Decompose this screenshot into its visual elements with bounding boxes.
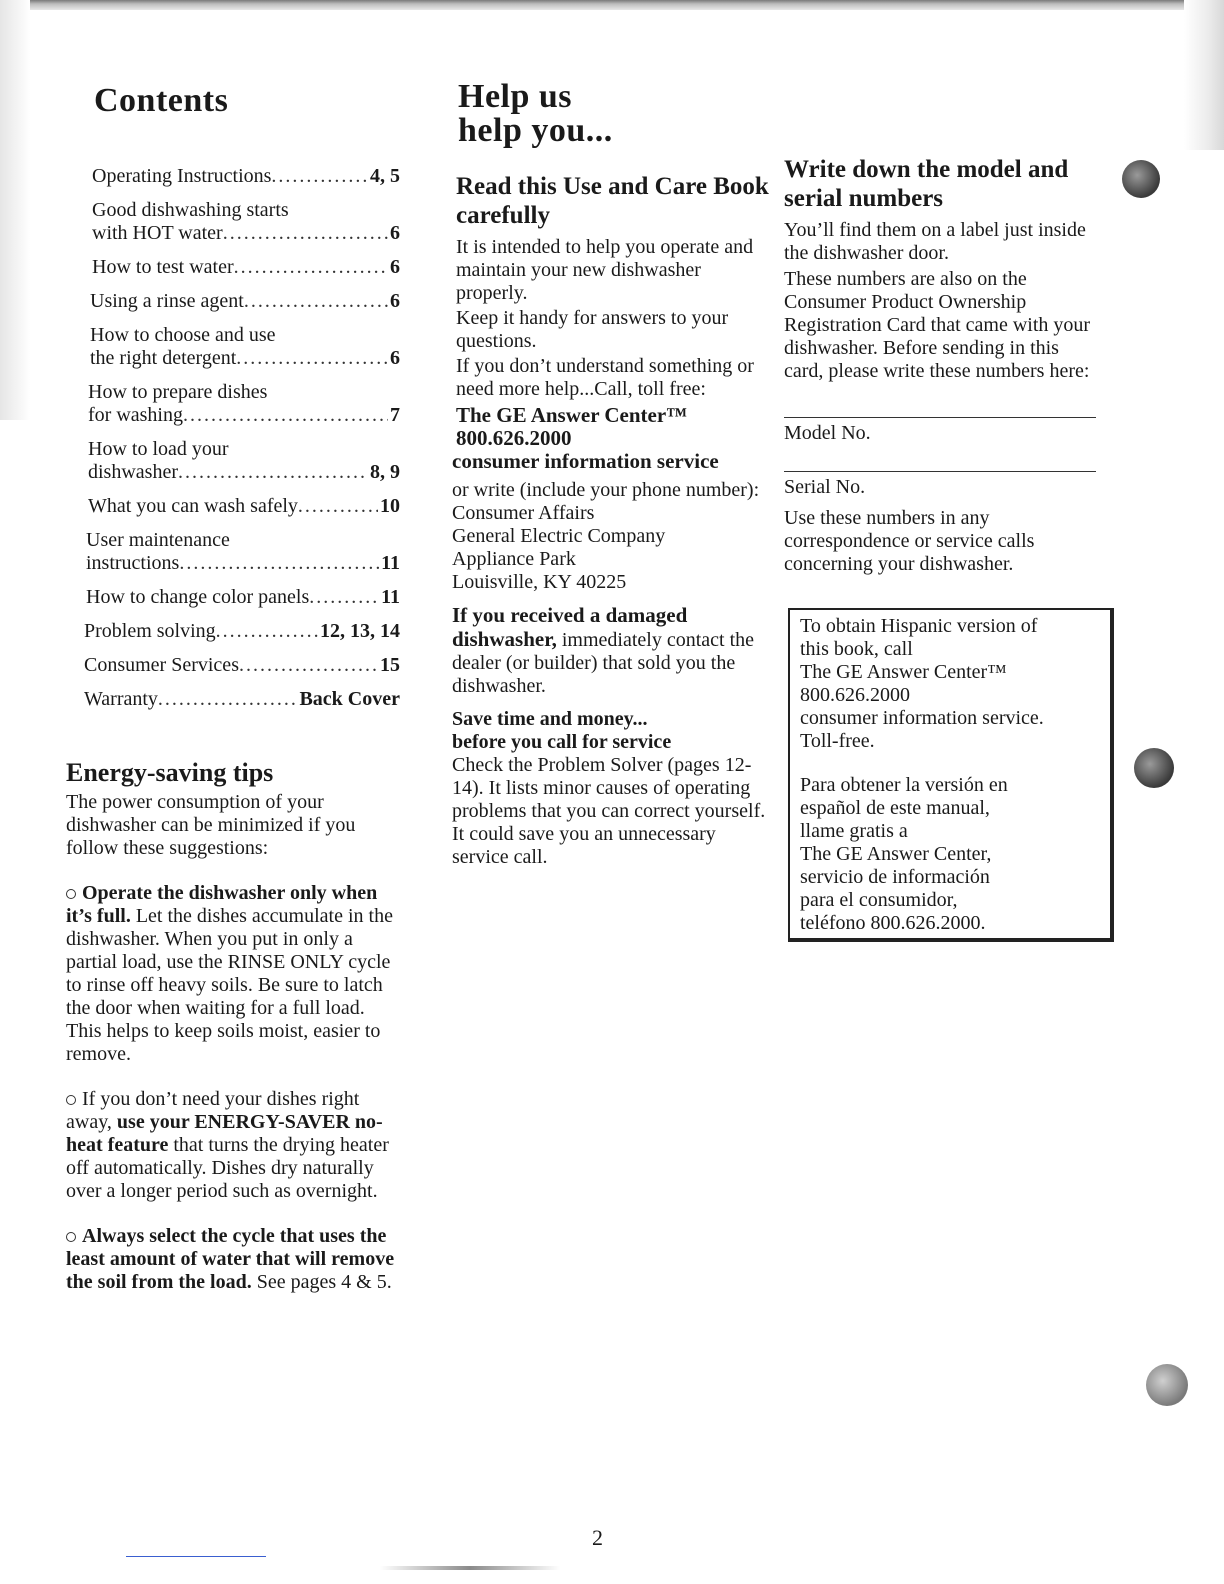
help-title-line1: Help us — [458, 78, 573, 115]
box-line: To obtain Hispanic version of — [800, 615, 1038, 637]
toc-page-number: 11 — [381, 552, 400, 574]
toc-item-line — [88, 404, 400, 427]
mailing-address — [452, 502, 772, 594]
toc-item-label: How to change color panels — [86, 586, 310, 608]
save-text: Check the Problem Solver (pages 12-14). It lists minor causes of operating problems that you can correct yourself. It could save you an unnecessary service call. — [452, 754, 766, 868]
bullet-icon — [66, 1095, 76, 1105]
toc-item — [90, 324, 400, 370]
footer-smudge — [380, 1566, 560, 1570]
energy-title: Energy-saving tips — [66, 758, 274, 787]
answer-center-phone: 800.626.2000 — [456, 426, 572, 450]
toc-item-label: with HOT water — [92, 222, 223, 244]
toc-page-number: 6 — [390, 347, 400, 369]
toc-item-label: for washing — [88, 404, 183, 426]
toc-item-label: User maintenance — [86, 529, 230, 551]
toc-item-label: Using a rinse agent — [90, 290, 244, 312]
consumer-info-service: consumer information service — [452, 449, 719, 473]
model-serial-p2: These numbers are also on the Consumer Product Ownership Registration Card that came with your dishwasher. Before sending in this card, please write these numbers here: — [784, 268, 1091, 382]
box-line: para el consumidor, — [800, 889, 958, 911]
model-serial-heading: Write down the model and serial numbers — [784, 156, 1069, 212]
toc-item-label: How to prepare dishes — [88, 381, 268, 403]
box-line: consumer information service. — [800, 707, 1044, 729]
toc-item-line — [84, 688, 400, 711]
hispanic-spanish-text — [800, 774, 1100, 935]
toc-page-number: Back Cover — [299, 688, 400, 710]
toc-item — [86, 586, 400, 609]
damaged-text: immediately contact the dealer (or builder) that sold you the dishwasher. — [452, 629, 755, 697]
toc-page-number: 12, 13, 14 — [320, 620, 400, 642]
energy-tip-3 — [66, 1225, 396, 1294]
read-heading: Read this Use and Care Book carefully — [456, 173, 769, 229]
toc-item-line — [92, 256, 400, 279]
toc-leader-dots — [309, 586, 379, 609]
toc-item-label: dishwasher — [88, 461, 178, 483]
toc-item — [92, 199, 400, 245]
model-serial-p1: You’ll find them on a label just inside the dishwasher door. — [784, 219, 1086, 264]
toc-item-line — [84, 620, 400, 643]
energy-tip-1-text: Let the dishes accumulate in the dishwasher. When you put in only a partial load, use the RINSE ONLY cycle to rinse off heavy soils. Be sure to latch the door when waiting for a full load. This helps to keep soils moist, easier to remove. — [66, 905, 393, 1065]
energy-tip-1-bold: Operate the dishwasher only when it’s full. — [66, 882, 378, 927]
hispanic-english-text — [800, 615, 1100, 753]
toc-item-line — [92, 222, 400, 245]
model-serial-p3: Use these numbers in any correspondence or service calls concerning your dishwasher. — [784, 507, 1035, 575]
toc-item-line — [88, 461, 400, 484]
toc-item-label: How to choose and use — [90, 324, 276, 346]
model-number-label: Model No. — [784, 422, 871, 444]
box-line: teléfono 800.626.2000. — [800, 912, 986, 934]
toc-item-label: How to test water — [92, 256, 234, 278]
serial-number-label: Serial No. — [784, 476, 866, 498]
address-line: Appliance Park — [452, 548, 576, 570]
toc-page-number: 6 — [390, 256, 400, 278]
save-heading-1: Save time and money... — [452, 708, 648, 730]
toc-item-label: instructions — [86, 552, 180, 574]
toc-item-label: How to load your — [88, 438, 229, 460]
damaged-bold: If you received a damaged dishwasher, — [452, 603, 688, 651]
box-line: The GE Answer Center™ — [800, 661, 1007, 683]
address-line: Consumer Affairs — [452, 502, 595, 524]
toc-page-number: 8, 9 — [370, 461, 400, 483]
box-line: llame gratis a — [800, 820, 908, 842]
toc-item-label: What you can wash safely — [88, 495, 298, 517]
toc-leader-dots — [158, 688, 298, 711]
box-line: servicio de información — [800, 866, 990, 888]
energy-tip-2-text-a: If you don’t need your dishes right away, — [66, 1088, 360, 1133]
energy-tip-3-bold: Always select the cycle that uses the least amount of water that will remove the soil from the load. — [66, 1225, 395, 1293]
energy-tip-2-bold: use your ENERGY-SAVER no-heat feature — [66, 1111, 383, 1156]
write-intro: or write (include your phone number): — [452, 479, 760, 501]
toc-item-label: Good dishwashing starts — [92, 199, 289, 221]
toc-item-line — [90, 290, 400, 313]
toc-item-label: Warranty — [84, 688, 158, 710]
table-of-contents — [84, 165, 400, 722]
hispanic-version-box — [788, 608, 1114, 942]
energy-tips-section — [66, 758, 396, 1294]
box-line: Para obtener la versión en — [800, 774, 1008, 796]
toc-item-label: Consumer Services — [84, 654, 239, 676]
box-line: The GE Answer Center, — [800, 843, 992, 865]
energy-tip-2 — [66, 1088, 396, 1203]
toc-leader-dots — [236, 347, 388, 370]
toc-page-number: 7 — [390, 404, 400, 426]
box-line: this book, call — [800, 638, 913, 660]
save-heading-2: before you call for service — [452, 731, 672, 753]
toc-item — [92, 256, 400, 279]
bullet-icon — [66, 1232, 76, 1242]
toc-item-line — [92, 165, 400, 188]
toc-page-number: 6 — [390, 222, 400, 244]
toc-item-line — [86, 586, 400, 609]
toc-item — [84, 654, 400, 677]
energy-intro: The power consumption of your dishwasher can be minimized if you follow these suggestions: — [66, 791, 356, 859]
model-number-field — [784, 417, 1096, 445]
box-line: español de este manual, — [800, 797, 990, 819]
toc-item-line — [90, 347, 400, 370]
page-number: 2 — [592, 1525, 603, 1550]
box-line: 800.626.2000 — [800, 684, 910, 706]
toc-leader-dots — [216, 620, 318, 643]
help-section — [452, 80, 772, 869]
toc-item-line — [86, 552, 400, 575]
toc-page-number: 15 — [380, 654, 400, 676]
answer-center-name: The GE Answer Center™ — [456, 403, 688, 427]
toc-page-number: 10 — [380, 495, 400, 517]
energy-tip-3-text: See pages 4 & 5. — [251, 1271, 392, 1293]
toc-item — [90, 290, 400, 313]
toc-item — [84, 620, 400, 643]
toc-leader-dots — [178, 461, 368, 484]
toc-leader-dots — [223, 222, 388, 245]
binder-hole-icon — [1122, 160, 1160, 198]
read-paragraph-1: It is intended to help you operate and maintain your new dishwasher properly. — [456, 236, 754, 304]
scan-edge-right — [1184, 0, 1224, 150]
help-title-line2: help you... — [458, 112, 613, 149]
toc-item-label: Problem solving — [84, 620, 216, 642]
toc-item — [84, 688, 400, 711]
toc-leader-dots — [183, 404, 388, 427]
toc-item — [88, 438, 400, 484]
toc-item-label: the right detergent — [90, 347, 237, 369]
bullet-icon — [66, 889, 76, 899]
energy-tip-1 — [66, 882, 396, 1066]
scan-edge-left — [0, 0, 30, 420]
toc-item-line — [88, 495, 400, 518]
scan-edge-top — [0, 0, 1224, 10]
toc-item-label: Operating Instructions — [92, 165, 272, 187]
read-paragraph-2: Keep it handy for answers to your questions. — [456, 307, 729, 352]
contents-title: Contents — [94, 82, 229, 119]
toc-page-number: 4, 5 — [370, 165, 400, 187]
model-serial-section — [784, 155, 1102, 576]
toc-item — [88, 381, 400, 427]
toc-leader-dots — [234, 256, 388, 279]
damaged-paragraph — [452, 604, 772, 698]
toc-leader-dots — [271, 165, 368, 188]
serial-number-field — [784, 471, 1096, 499]
address-line: General Electric Company — [452, 525, 666, 547]
toc-page-number: 11 — [381, 586, 400, 608]
address-line: Louisville, KY 40225 — [452, 571, 627, 593]
toc-page-number: 6 — [390, 290, 400, 312]
toc-leader-dots — [298, 495, 378, 518]
toc-item — [86, 529, 400, 575]
toc-item-line — [84, 654, 400, 677]
binder-hole-icon — [1134, 748, 1174, 788]
toc-leader-dots — [239, 654, 378, 677]
footer-rule — [126, 1556, 266, 1557]
toc-item — [88, 495, 400, 518]
read-paragraph-3: If you don’t understand something or need more help...Call, toll free: — [456, 355, 754, 400]
box-line: Toll-free. — [800, 730, 875, 752]
toc-leader-dots — [179, 552, 379, 575]
toc-item — [92, 165, 400, 188]
energy-tip-2-text-b: that turns the drying heater off automatically. Dishes dry naturally over a longer period such as overnight. — [66, 1134, 389, 1202]
binder-hole-icon — [1146, 1364, 1188, 1406]
toc-leader-dots — [244, 290, 388, 313]
